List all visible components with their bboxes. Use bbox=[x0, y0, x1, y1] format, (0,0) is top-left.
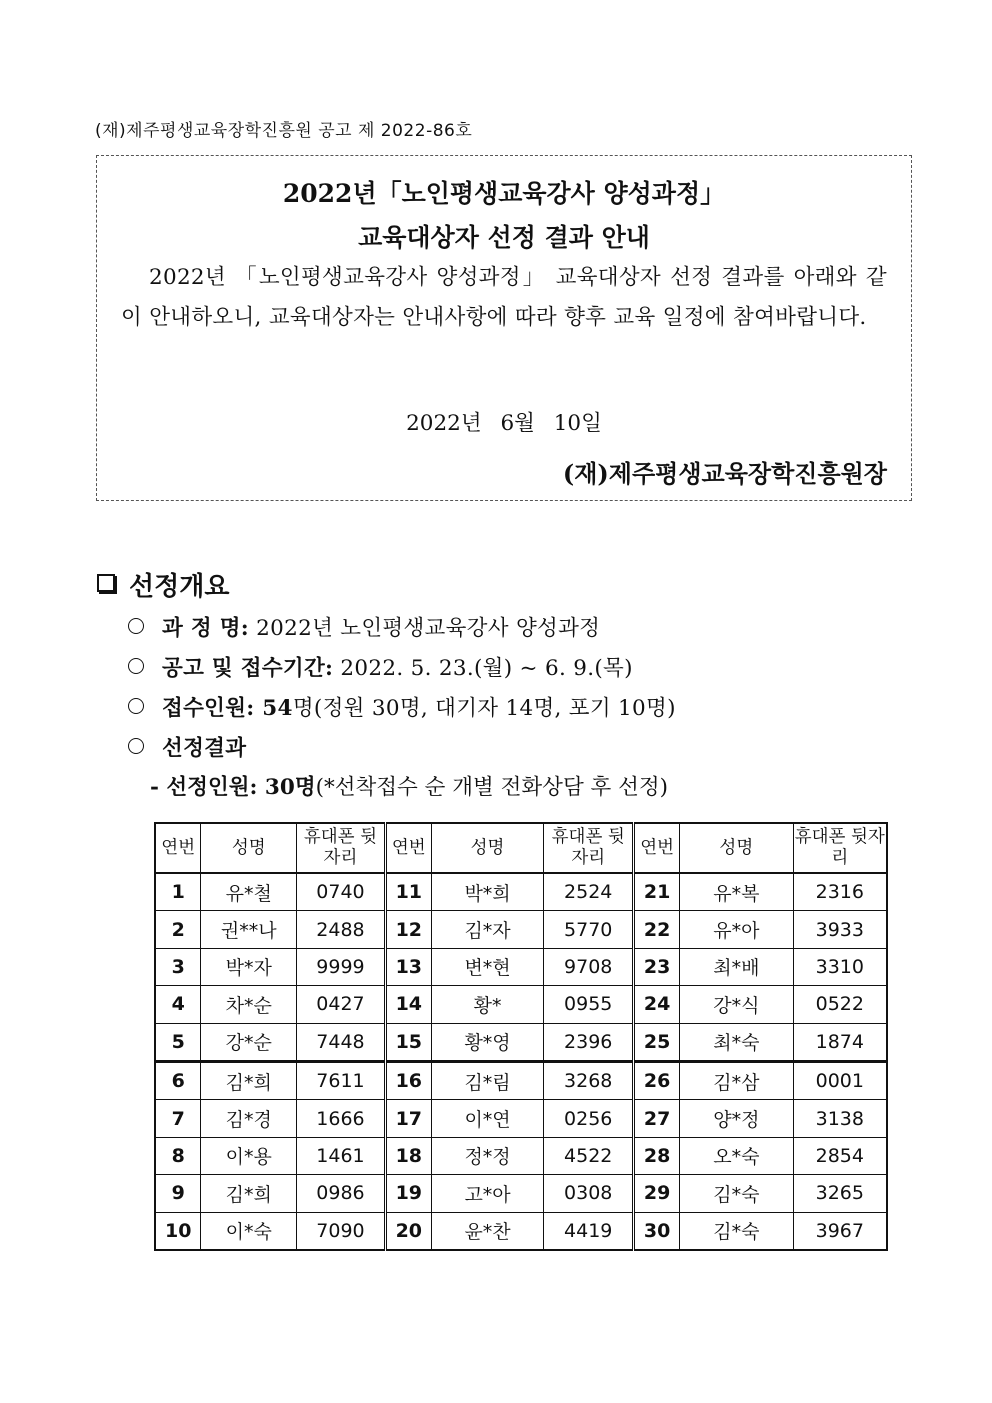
header-phone: 휴대폰 뒷자리 bbox=[297, 823, 386, 873]
cell-phone: 2396 bbox=[544, 1023, 634, 1061]
cell-phone: 0308 bbox=[544, 1175, 634, 1212]
cell-no: 29 bbox=[634, 1175, 680, 1212]
cell-no: 2 bbox=[155, 911, 201, 948]
cell-phone: 2316 bbox=[793, 873, 887, 911]
cell-no: 11 bbox=[385, 873, 431, 911]
selected-count-label: - 선정인원: 30명 bbox=[150, 775, 316, 800]
cell-phone: 0001 bbox=[793, 1061, 887, 1099]
table-row bbox=[155, 1212, 887, 1250]
cell-phone: 0427 bbox=[297, 986, 386, 1023]
cell-phone: 0740 bbox=[297, 873, 386, 911]
table-row bbox=[155, 1137, 887, 1174]
table-row bbox=[155, 1100, 887, 1137]
cell-no: 12 bbox=[385, 911, 431, 948]
cell-phone: 1461 bbox=[297, 1137, 386, 1174]
cell-phone: 0522 bbox=[793, 986, 887, 1023]
cell-phone: 3310 bbox=[793, 948, 887, 985]
cell-name: 변*현 bbox=[431, 948, 544, 985]
cell-phone: 7090 bbox=[297, 1212, 386, 1250]
cell-name: 양*정 bbox=[680, 1100, 794, 1137]
table-row bbox=[155, 1061, 887, 1099]
cell-name: 김*숙 bbox=[680, 1212, 794, 1250]
announcement-signer: (재)제주평생교육장학진흥원장 bbox=[562, 459, 887, 488]
overview-item-course bbox=[128, 611, 600, 642]
cell-name: 김*희 bbox=[201, 1061, 297, 1099]
cell-no: 19 bbox=[385, 1175, 431, 1212]
cell-phone: 7611 bbox=[297, 1061, 386, 1099]
cell-no: 7 bbox=[155, 1100, 201, 1137]
cell-phone: 0986 bbox=[297, 1175, 386, 1212]
circle-bullet-icon bbox=[128, 738, 144, 754]
cell-phone: 1666 bbox=[297, 1100, 386, 1137]
announcement-title-line1: 2022년「노인평생교육강사 양성과정」 bbox=[282, 179, 726, 208]
circle-bullet-icon bbox=[128, 658, 144, 674]
cell-name: 이*용 bbox=[201, 1137, 297, 1174]
item-label: 과 정 명: bbox=[162, 616, 250, 641]
cell-name: 김*자 bbox=[431, 911, 544, 948]
cell-phone: 1874 bbox=[793, 1023, 887, 1061]
table-row bbox=[155, 911, 887, 948]
cell-name: 정*정 bbox=[431, 1137, 544, 1174]
table-row bbox=[155, 873, 887, 911]
table-header-row bbox=[155, 823, 887, 873]
cell-phone: 2488 bbox=[297, 911, 386, 948]
selected-count-note: (*선착접수 순 개별 전화상담 후 선정) bbox=[315, 775, 669, 800]
announcement-body: 2022년 「노인평생교육강사 양성과정」 교육대상자 선정 결과를 아래와 같이 안내하오니, 교육대상자는 안내사항에 따라 향후 교육 일정에 참여바랍니다. bbox=[121, 265, 887, 330]
cell-name: 이*숙 bbox=[201, 1212, 297, 1250]
item-label: 선정결과 bbox=[162, 736, 247, 761]
cell-no: 30 bbox=[634, 1212, 680, 1250]
announcement-date: 2022년 6월 10일 bbox=[406, 411, 602, 436]
cell-name: 차*순 bbox=[201, 986, 297, 1023]
cell-name: 김*숙 bbox=[680, 1175, 794, 1212]
cell-phone: 0256 bbox=[544, 1100, 634, 1137]
section-heading-text: 선정개요 bbox=[129, 572, 230, 602]
header-no: 연번 bbox=[385, 823, 431, 873]
table-row bbox=[155, 986, 887, 1023]
item-label: 공고 및 접수기간: bbox=[162, 656, 334, 681]
header-name: 성명 bbox=[201, 823, 297, 873]
cell-name: 최*배 bbox=[680, 948, 794, 985]
table-row bbox=[155, 948, 887, 985]
cell-name: 김*희 bbox=[201, 1175, 297, 1212]
cell-phone: 5770 bbox=[544, 911, 634, 948]
cell-phone: 3265 bbox=[793, 1175, 887, 1212]
item-value: 2022년 노인평생교육강사 양성과정 bbox=[249, 616, 601, 641]
cell-phone: 9708 bbox=[544, 948, 634, 985]
cell-phone: 9999 bbox=[297, 948, 386, 985]
header-name: 성명 bbox=[431, 823, 544, 873]
cell-phone: 4419 bbox=[544, 1212, 634, 1250]
notice-number: (재)제주평생교육장학진흥원 공고 제 2022-86호 bbox=[95, 121, 473, 141]
item-value: 명(정원 30명, 대기자 14명, 포기 10명) bbox=[292, 696, 676, 721]
cell-name: 유*아 bbox=[680, 911, 794, 948]
cell-no: 9 bbox=[155, 1175, 201, 1212]
cell-no: 8 bbox=[155, 1137, 201, 1174]
cell-phone: 4522 bbox=[544, 1137, 634, 1174]
square-bullet-icon bbox=[97, 574, 115, 592]
cell-phone: 2524 bbox=[544, 873, 634, 911]
cell-no: 3 bbox=[155, 948, 201, 985]
cell-no: 13 bbox=[385, 948, 431, 985]
cell-name: 황* bbox=[431, 986, 544, 1023]
cell-no: 10 bbox=[155, 1212, 201, 1250]
cell-phone: 0955 bbox=[544, 986, 634, 1023]
overview-item-applicants bbox=[128, 691, 676, 722]
cell-no: 5 bbox=[155, 1023, 201, 1061]
cell-name: 김*경 bbox=[201, 1100, 297, 1137]
table-row bbox=[155, 1175, 887, 1212]
circle-bullet-icon bbox=[128, 618, 144, 634]
cell-no: 6 bbox=[155, 1061, 201, 1099]
cell-no: 20 bbox=[385, 1212, 431, 1250]
header-no: 연번 bbox=[634, 823, 680, 873]
cell-name: 박*희 bbox=[431, 873, 544, 911]
item-label: 접수인원: 54 bbox=[162, 696, 293, 721]
cell-name: 강*순 bbox=[201, 1023, 297, 1061]
header-no: 연번 bbox=[155, 823, 201, 873]
circle-bullet-icon bbox=[128, 698, 144, 714]
selection-table bbox=[154, 822, 888, 1251]
cell-no: 4 bbox=[155, 986, 201, 1023]
cell-no: 23 bbox=[634, 948, 680, 985]
header-phone: 휴대폰 뒷자리 bbox=[793, 823, 887, 873]
cell-name: 권**나 bbox=[201, 911, 297, 948]
cell-no: 16 bbox=[385, 1061, 431, 1099]
cell-no: 25 bbox=[634, 1023, 680, 1061]
cell-no: 24 bbox=[634, 986, 680, 1023]
selected-count bbox=[150, 770, 668, 801]
cell-phone: 2854 bbox=[793, 1137, 887, 1174]
cell-name: 이*연 bbox=[431, 1100, 544, 1137]
announcement-title-line2: 교육대상자 선정 결과 안내 bbox=[358, 223, 650, 252]
table-row bbox=[155, 1023, 887, 1061]
cell-phone: 3138 bbox=[793, 1100, 887, 1137]
cell-no: 14 bbox=[385, 986, 431, 1023]
cell-name: 유*철 bbox=[201, 873, 297, 911]
cell-name: 황*영 bbox=[431, 1023, 544, 1061]
cell-name: 박*자 bbox=[201, 948, 297, 985]
header-phone: 휴대폰 뒷자리 bbox=[544, 823, 634, 873]
cell-name: 최*숙 bbox=[680, 1023, 794, 1061]
cell-name: 유*복 bbox=[680, 873, 794, 911]
announcement-box bbox=[96, 155, 912, 501]
item-value: 2022. 5. 23.(월) ~ 6. 9.(목) bbox=[333, 656, 633, 681]
cell-phone: 3933 bbox=[793, 911, 887, 948]
cell-no: 22 bbox=[634, 911, 680, 948]
cell-name: 오*숙 bbox=[680, 1137, 794, 1174]
cell-name: 김*림 bbox=[431, 1061, 544, 1099]
cell-phone: 7448 bbox=[297, 1023, 386, 1061]
cell-no: 18 bbox=[385, 1137, 431, 1174]
cell-no: 1 bbox=[155, 873, 201, 911]
cell-phone: 3268 bbox=[544, 1061, 634, 1099]
cell-no: 28 bbox=[634, 1137, 680, 1174]
cell-no: 15 bbox=[385, 1023, 431, 1061]
cell-name: 김*삼 bbox=[680, 1061, 794, 1099]
cell-no: 26 bbox=[634, 1061, 680, 1099]
cell-no: 17 bbox=[385, 1100, 431, 1137]
header-name: 성명 bbox=[680, 823, 794, 873]
cell-phone: 3967 bbox=[793, 1212, 887, 1250]
cell-name: 고*아 bbox=[431, 1175, 544, 1212]
cell-no: 21 bbox=[634, 873, 680, 911]
cell-name: 윤*찬 bbox=[431, 1212, 544, 1250]
overview-item-period bbox=[128, 651, 633, 682]
cell-no: 27 bbox=[634, 1100, 680, 1137]
overview-item-result bbox=[128, 731, 246, 762]
cell-name: 강*식 bbox=[680, 986, 794, 1023]
section-heading bbox=[97, 566, 229, 603]
